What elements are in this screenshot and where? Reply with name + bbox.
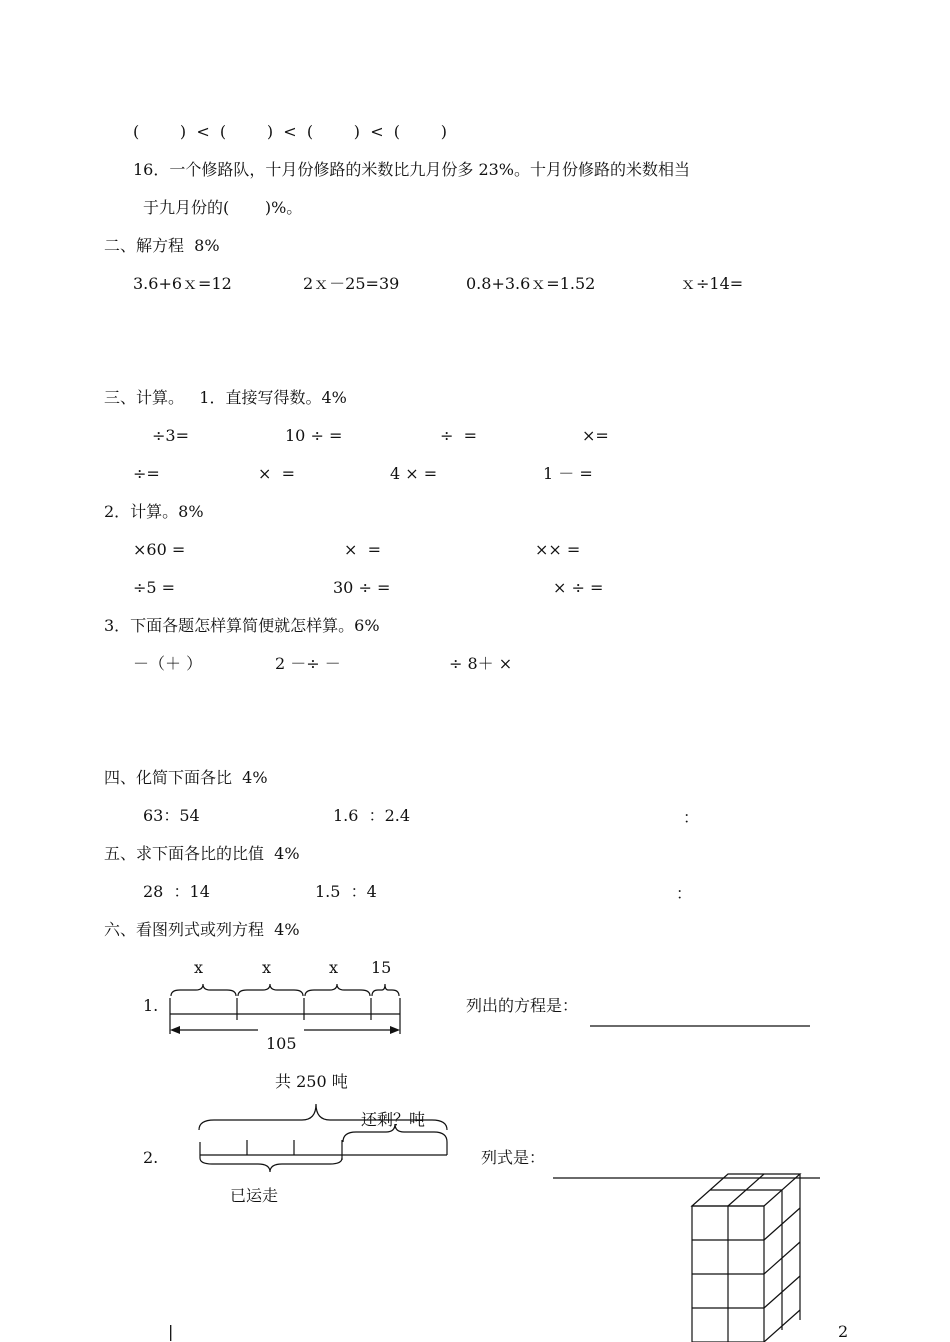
equation-1: 3.6+6ｘ=12	[133, 274, 232, 293]
ratio-simplify-3: ：	[683, 808, 700, 827]
brace-x2	[238, 984, 303, 996]
calc-1: ×60 =	[133, 540, 186, 559]
q15-order-line: ( ) < ( ) < ( ) < ( )	[133, 122, 447, 141]
section6-heading: 六、看图列式或列方程 4%	[104, 920, 300, 939]
ratio-value-2: 1.5 ：4	[315, 882, 377, 901]
simplify-1: －（＋ ）	[133, 654, 203, 673]
direct-calc-4: ×=	[582, 426, 609, 445]
calc-4: ÷5 =	[133, 578, 176, 597]
simplify-2: 2 －÷ －	[275, 654, 341, 673]
calc-5: 30 ÷ =	[333, 578, 391, 597]
section3-heading: 三、计算。 1．直接写得数。4%	[104, 388, 347, 407]
problem1-number: 1.	[143, 996, 159, 1015]
equation-2: 2ｘ－25=39	[303, 274, 400, 293]
problem2-remain-label: 还剩？吨	[361, 1110, 426, 1129]
problem2-moved-label: 已运走	[230, 1186, 279, 1205]
ratio-value-1: 28 ：14	[143, 882, 210, 901]
cuboid-figure	[692, 1174, 800, 1342]
page-number: 2	[838, 1322, 849, 1341]
section5-heading: 五、求下面各比的比值 4%	[104, 844, 300, 863]
simplify-3: ÷ 8＋ ×	[449, 654, 513, 673]
problem2-total-label: 共 250 吨	[275, 1072, 348, 1091]
arrow-right-head	[390, 1026, 400, 1034]
problem2-number: 2.	[143, 1148, 159, 1167]
direct-calc-2: 10 ÷ =	[285, 426, 343, 445]
brace-moved	[200, 1158, 342, 1172]
direct-calc-6: × =	[258, 464, 295, 483]
segment-label-x2: x	[262, 958, 272, 977]
q16-line2: 于九月份的( )%。	[143, 198, 303, 217]
calc-6: × ÷ =	[553, 578, 604, 597]
brace-x1	[171, 984, 236, 996]
problem1-total: 105	[266, 1034, 297, 1053]
problem2-prompt: 列式是：	[481, 1148, 546, 1167]
direct-calc-7: 4 × =	[390, 464, 438, 483]
brace-remaining	[343, 1124, 447, 1142]
ratio-simplify-2: 1.6 ：2.4	[333, 806, 411, 825]
section4-heading: 四、化简下面各比 4%	[104, 768, 268, 787]
problem1-prompt: 列出的方程是：	[466, 996, 579, 1015]
margin-mark: |	[168, 1322, 174, 1341]
direct-calc-8: 1 － =	[543, 464, 593, 483]
direct-calc-1: ÷3=	[152, 426, 189, 445]
equation-4: ｘ÷14=	[680, 274, 744, 293]
simplify-subheading: 3．下面各题怎样算简便就怎样算。6%	[104, 616, 380, 635]
segment-diagram-2	[199, 1104, 447, 1172]
brace-x3	[305, 984, 370, 996]
brace-15	[372, 984, 399, 996]
segment-label-x3: x	[329, 958, 339, 977]
brace-total	[199, 1104, 447, 1130]
calc-subheading: 2．计算。8%	[104, 502, 204, 521]
section2-heading: 二、解方程 8%	[104, 236, 220, 255]
q16-line1: 16．一个修路队，十月份修路的米数比九月份多 23%。十月份修路的米数相当	[133, 160, 691, 179]
calc-2: × =	[344, 540, 381, 559]
ratio-simplify-1: 63：54	[143, 806, 200, 825]
segment-diagram-1	[170, 984, 400, 1034]
arrow-left-head	[170, 1026, 180, 1034]
calc-3: ×× =	[535, 540, 581, 559]
ratio-value-3: ：	[676, 884, 693, 903]
equation-3: 0.8+3.6ｘ=1.52	[466, 274, 596, 293]
direct-calc-5: ÷=	[133, 464, 160, 483]
segment-label-x1: x	[194, 958, 204, 977]
segment-label-15: 15	[371, 958, 392, 977]
direct-calc-3: ÷ =	[440, 426, 477, 445]
